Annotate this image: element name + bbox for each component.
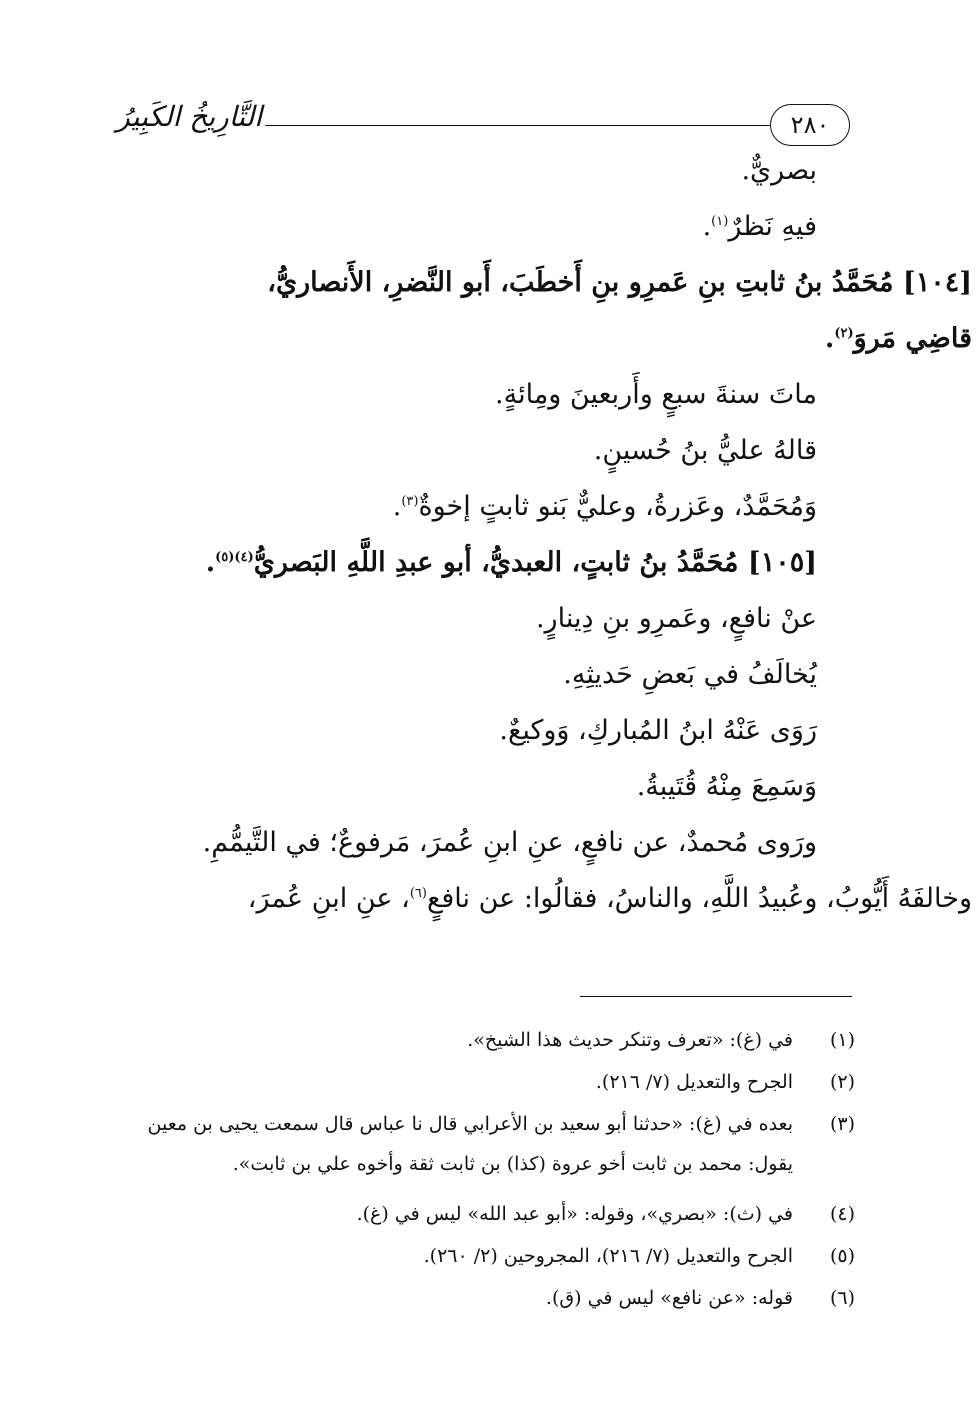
footnote [135, 1112, 855, 1184]
text-line: وَسَمِعَ مِنْهُ قُتَيبةُ. [636, 771, 817, 802]
footnote [135, 1202, 855, 1226]
footnote-text: في (غ): «تعرف وتنكر حديث هذا الشيخ». [467, 1029, 793, 1051]
text-line: قالهُ عليُّ بنُ حُسينٍ. [593, 435, 817, 466]
footnote-number: (١) [829, 1029, 855, 1051]
main-text [117, 155, 972, 940]
header-rule [265, 125, 770, 126]
text-line: وخالفَهُ أَيُّوبُ، وعُبيدُ اللَّهِ، والناسُ، فقالُوا: عن نافعٍ$^{(٦)}$، عنِ ابنِ عُمرَ، [247, 883, 972, 914]
footnote [135, 1070, 855, 1094]
page-number: ٢٨٠ [770, 104, 850, 146]
text-line: ماتَ سنةَ سبعٍ وأَربعينَ ومِائةٍ. [495, 379, 817, 410]
footnotes [135, 1028, 855, 1328]
entry-heading-104: [١٠٤] مُحَمَّدُ بنُ ثابتِ بنِ عَمرِو بنِ أَخطَبَ، أَبو النَّضرِ، الأَنصاريُّ، [267, 267, 972, 298]
footnote-ref[interactable]: (٣) [401, 494, 419, 509]
footnote-ref[interactable]: (٢) [834, 326, 854, 341]
text-line: عنْ نافعٍ، وعَمرِو بنِ دِينارٍ. [535, 603, 817, 634]
entry-heading-104-cont: قاضِي مَروَ$^{(٢)}$. [824, 323, 972, 354]
footnote-number: (٥) [829, 1245, 855, 1267]
page-header [116, 100, 850, 144]
footnote-ref[interactable]: (٦) [409, 886, 427, 901]
footnote-separator [580, 996, 852, 997]
running-title: التَّارِيخُ الكَبِيرُ [116, 100, 262, 133]
text-line: ورَوى مُحمدٌ، عن نافعٍ، عنِ ابنِ عُمرَ، مَرفوعٌ؛ في التَّيمُّمِ. [202, 827, 817, 858]
footnote-ref[interactable]: (١) [711, 214, 729, 229]
footnote-text: بعده في (غ): «حدثنا أبو سعيد بن الأعرابي قال نا عباس قال سمعت يحيى بن معين يقول: محمد بن ثابت أخو عروة (كذا) بن ثابت ثقة وأخوه علي بن ثابت». [147, 1113, 793, 1175]
footnote [135, 1286, 855, 1310]
footnote-number: (٦) [829, 1287, 855, 1309]
footnote-text: الجرح والتعديل (٧/ ٢١٦)، المجروحين (٢/ ٢٦٠). [423, 1245, 793, 1267]
text-line: وَمُحَمَّدٌ، وعَزرةُ، وعليٌّ بَنو ثابتٍ إخوةٌ$^{(٣)}$. [392, 491, 817, 522]
footnote-number: (٤) [829, 1203, 855, 1225]
footnote-ref[interactable]: (٤)(٥) [215, 550, 254, 565]
footnote [135, 1028, 855, 1052]
text-line: رَوَى عَنْهُ ابنُ المُباركِ، وَوكيعٌ. [499, 715, 817, 746]
footnote-number: (٢) [829, 1071, 855, 1093]
footnote-text: قوله: «عن نافع» ليس في (ق). [545, 1287, 793, 1309]
footnote-number: (٣) [829, 1113, 855, 1135]
footnote [135, 1244, 855, 1268]
footnote-text: في (ث): «بصري»، وقوله: «أبو عبد الله» ليس في (غ). [356, 1203, 793, 1225]
text-line: بصريٌّ. [741, 155, 817, 186]
footnote-text: الجرح والتعديل (٧/ ٢١٦). [595, 1071, 793, 1093]
text-line: يُخالَفُ في بَعضِ حَديثِهِ. [563, 659, 817, 690]
entry-heading-105: [١٠٥] مُحَمَّدُ بنُ ثابتٍ، العبديُّ، أبو عبدِ اللَّهِ البَصريُّ$^{(٤)(٥)}$. [205, 547, 817, 578]
text-line: فيهِ نَظرٌ$^{(١)}$. [702, 211, 817, 242]
